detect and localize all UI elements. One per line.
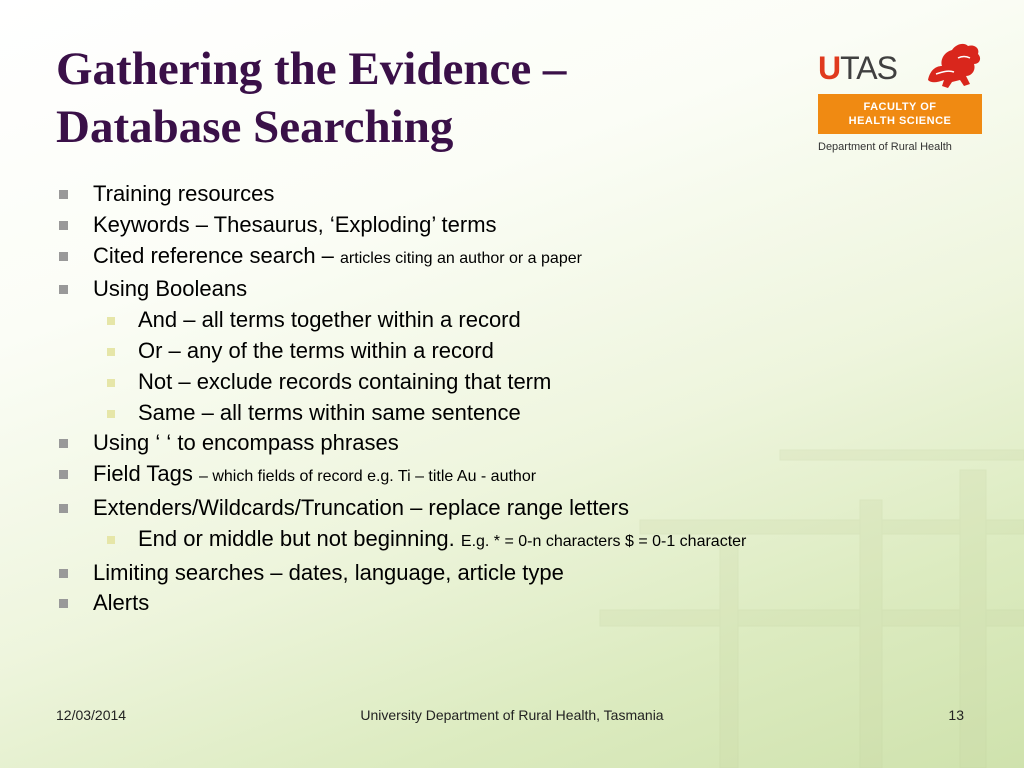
slide-title: [56, 40, 566, 156]
bullet-item: [56, 428, 996, 459]
utas-logo: [818, 40, 986, 158]
sub-bullet-item: [56, 398, 996, 429]
bullet-text: Not – exclude records containing that term: [138, 368, 552, 394]
bullet-note: – which fields of record e.g. Ti – title Au - author: [198, 468, 537, 486]
bullet-text: Or – any of the terms within a record: [138, 337, 494, 363]
logo-letters-tas: TAS: [840, 50, 897, 86]
bullet-text: Using ‘ ‘ to encompass phrases: [93, 430, 399, 456]
faculty-line-1: FACULTY OF: [863, 101, 937, 113]
bullet-text: Training resources: [93, 181, 275, 206]
bullet-item: [56, 588, 996, 619]
footer-caption: University Department of Rural Health, Tasmania: [360, 707, 664, 723]
sub-bullet-item: [56, 367, 996, 398]
page-number: 13: [948, 707, 964, 723]
department-label: Department of Rural Health: [818, 141, 952, 153]
lion-icon: [922, 40, 986, 92]
bullet-text: Same – all terms within same sentence: [138, 399, 521, 425]
bullet-text: Field Tags: [93, 461, 199, 487]
footer-date: 12/03/2014: [56, 707, 127, 723]
title-line-2: Database Searching: [56, 101, 454, 153]
sub-bullet-item: [56, 336, 996, 367]
bullet-item: [56, 274, 996, 305]
bullet-text: Extenders/Wildcards/Truncation – replace range letters: [93, 494, 629, 520]
bullet-item: [56, 179, 996, 210]
bullet-text: Using Booleans: [93, 276, 248, 302]
bullet-note: articles citing an author or a paper: [340, 249, 582, 267]
bullet-item: [56, 459, 996, 493]
bullet-item: [56, 241, 996, 275]
bullet-item: [56, 210, 996, 241]
logo-wordmark: [818, 40, 986, 92]
bullet-text: Limiting searches – dates, language, article type: [93, 559, 564, 585]
bullet-text: End or middle but not beginning.: [138, 525, 461, 551]
sub-bullet-item: [56, 305, 996, 336]
bullet-text: Keywords – Thesaurus, ‘Exploding’ terms: [93, 211, 497, 237]
logo-letter-u: U: [818, 50, 841, 86]
faculty-band: [818, 94, 982, 134]
bullet-list: [56, 179, 996, 619]
bullet-note: E.g. * = 0-n characters $ = 0-1 character: [460, 532, 747, 550]
bullet-item: [56, 558, 996, 589]
bullet-text: Alerts: [93, 590, 150, 616]
bullet-item: [56, 493, 996, 524]
bullet-text: Cited reference search –: [93, 242, 341, 268]
bullet-text: And – all terms together within a record: [138, 307, 521, 333]
title-line-1: Gathering the Evidence –: [56, 43, 567, 95]
faculty-line-2: HEALTH SCIENCE: [848, 115, 952, 127]
sub-bullet-item: [56, 524, 996, 558]
